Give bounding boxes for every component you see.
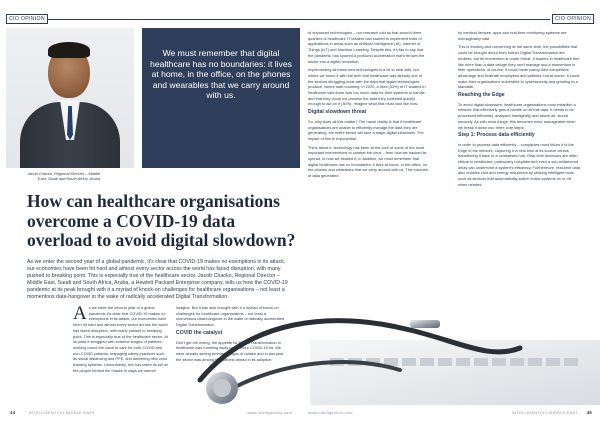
subhead-reaching-edge: Reaching the Edge xyxy=(458,92,505,99)
body-paragraph: by medical devices, apps and real-time monitoring systems are unimaginably vast. xyxy=(458,30,567,41)
section-tag: CIO OPINION xyxy=(552,14,594,24)
page-number: 44 xyxy=(10,410,16,415)
website-url: www.intelligentcio.com xyxy=(247,410,292,415)
drop-cap: A xyxy=(73,303,87,324)
article-intro: As we enter the second year of a global pandemic, it's clear that COVID-19 makes no exemptions in its attack, our economies have been hit hard and almost every sector across the world has faced disruption, with many pushed to breaking point. This is especially true of the healthcare sector. Jacob Chacko, Regional Director – Middle East, Saudi and South Africa, Aruba, a Hewlett Packard Enterprise company, tells us how the COVID-19 pandemic at its peak brought with it a myriad of knock-on challenges for healthcare organisations – not least a momentous data-hangover in the wake of radically accelerated Digital Transformation. xyxy=(27,259,288,300)
publication-name: INTELLIGENTCIO MIDDLE EAST xyxy=(28,410,95,415)
photo-caption: Jacob Chacko, Regional Director – Middle East, Saudi and South Africa, Aruba xyxy=(27,171,100,181)
body-paragraph: Don't get me wrong, the appetite for Digital Transformation in healthcare was rumbling away long before COVID-19 hit. We were already seeing promising signs of uptake and in last year the sector was among the furthest ahead in its adoption xyxy=(176,339,284,362)
page-number: 45 xyxy=(586,410,592,415)
subhead-step-1: Step 1: Process data efficiently xyxy=(458,132,535,139)
body-paragraph: Think about it, technology has been at the core of some of the most important interventions to combat the virus – from how we tracked its spread, to how we studied it, in addition, we must remember that digital healthcare has no boundaries: it lives at home, in the office, on the phones and wearables that we carry around with us. The volumes of data generated xyxy=(308,144,428,179)
body-paragraph: imagine. But it has also brought with it a myriad of knock-on challenges for healthcare organisations – not least a momentous data-hangover in the wake of radically accelerated Digital Transformation. xyxy=(176,305,285,328)
body-column-1 xyxy=(73,305,169,376)
portrait-photo xyxy=(6,28,134,168)
website-url: www.intelligentcio.com xyxy=(308,410,353,415)
header-rule xyxy=(300,19,550,20)
header-rule xyxy=(30,19,300,20)
body-paragraph: This is exciting and concerning at the same time; the possibilities that could be brought about from further Digital Transformation are endless, but its momentum is under threat. If leaders in healthcare feel like more than a data deluge they can't manage and a momentum in their operations, of course, it could mean losing their competitive advantage and frustrate employees and patients, but at worse, it could make their organisations vulnerable to cybersecurity and grinding to a standstill. xyxy=(458,44,580,90)
body-paragraph: To avoid digital slowdown, healthcare organisations must establish a network that effectively gets a handle on all this data. It needs to be processed efficiently, analysed intelligently and above all, stored securely. As with most things, this becomes more manageable when we break it down into three core steps: xyxy=(458,101,576,130)
pull-quote-text: We must remember that digital healthcare has no boundaries: it lives at home, in the office, on the phones and wearables that we carry around with us. xyxy=(150,48,292,101)
article-headline: How can healthcare organisations overcome a COVID-19 data overload to avoid digital slowdown? xyxy=(27,191,296,250)
body-paragraph: Implementing all these new technologies is a lot to deal with, but where we found it with the tech that healthcare was already one of the sectors struggling most with the data that digital technologies produce, where start counting. In 2020, a third (33%) of IT leaders in healthcare said there was too much data for their systems to handle and that they could not process the data they collected quickly enough to act on it (30%). Imagine what that must look like now. xyxy=(308,67,426,107)
body-paragraph: of advanced technologies – our research told us that around three quarters of healthcare IT leaders had started to implement trials or applications in areas such as Artificial Intelligence (AI), Internet of Things (IoT) and Machine Learning. Despite this, it's fair to say that the pandemic has spurred a profound acceleration that's thrown the sector into a digital revolution. xyxy=(308,30,425,64)
body-column-4 xyxy=(458,30,580,191)
footer-left xyxy=(10,410,292,418)
subhead-covid-catalyst: COVID the catalyst xyxy=(176,329,223,336)
stethoscope-laptop-image xyxy=(160,300,600,405)
body-paragraph: So, why does all this matter? The harsh reality is that if healthcare organisations are unable to efficiently manage the data they are generating, the entire sector will face a major digital slowdown. The impact of this is exponential. xyxy=(308,118,424,141)
body-paragraph: s we enter the second year of a global pandemic it's clear that COVID-19 makes no exemptions in its attack, our economies have been hit hard and almost every sector across the world has faced disruption, with many pushed to breaking point. This is especially true of the healthcare sector. At its peak it struggled with extreme surges of patients, working round the clock to care for both COVID and non-COVID patients, managing safety practices such as social distancing and PPE, and delivering new virus tracking systems. Undoubtedly, this has taken its toll on the people behind the masks in ways we cannot xyxy=(73,305,169,373)
section-tag: CIO OPINION xyxy=(6,14,48,24)
publication-name: INTELLIGENTCIO MIDDLE EAST xyxy=(512,410,578,415)
footer-right xyxy=(308,410,592,418)
subhead-digital-slowdown: Digital slowdown threat xyxy=(308,109,367,116)
body-paragraph: In order to process data efficiently – companies must follow it to the Edge of the network, capturing it in real-time at its source versus transferring it back to a centralised hub. Real-time decisions are often critical in healthcare, particularly hospitals and even a sub-millisecond delay can undermine a system's efficiency. Furthermore, real-time data also enables cost and energy reductions by utilising intelligent tools such as sensors that automatically switch entire systems on or off when needed. xyxy=(458,141,580,187)
body-column-3 xyxy=(308,30,428,182)
